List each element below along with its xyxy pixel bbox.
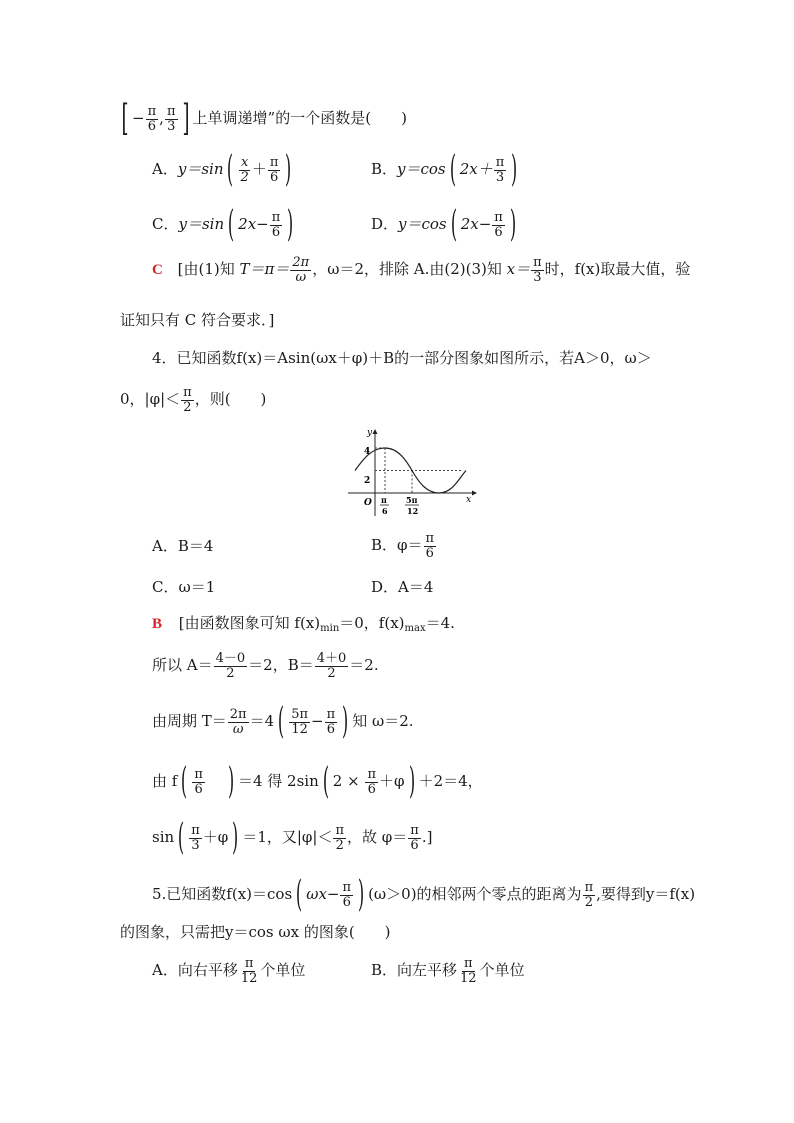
origin-label: O [364, 498, 372, 508]
q5-option-b: B．向左平移 $\frac{\pi}{12}$ 个单位 [371, 956, 525, 986]
q3-option-d: D．y＝cos ( 2x− $\frac{\pi}{6}$ ) [371, 204, 516, 245]
q4-option-c: C．ω＝1 [152, 578, 216, 596]
y-tick-2: 2 [364, 476, 371, 486]
q5-stem-line1: 5.已知函数f(x)＝cos ( ωx− $\frac{\pi}{6}$ ) (ω＞0)的相邻两个零点的距离为 $\frac{\pi}{2}$ ,要得到y＝f(x) [152, 874, 696, 915]
q3-answer: C [152, 262, 163, 279]
interval-line: [ − $\frac{\pi}{6}$ , $\frac{\pi}{3}$ ] 上单调递增”的一个函数是( ) [121, 98, 407, 139]
q5-option-a: A．向右平移 $\frac{\pi}{12}$ 个单位 [152, 956, 306, 986]
y-axis-label: y [367, 428, 373, 438]
q4-stem-line1: 4．已知函数f(x)＝Asin(ωx＋φ)＋B的一部分图象如图所示，若A＞0，ω＞ [152, 349, 652, 367]
q3-option-b: B．y＝cos ( 2x＋ $\frac{\pi}{3}$ ) [371, 149, 518, 190]
q4-solution-line4: 由 f ( $\frac{\pi}{6}$ ) ＝4 得 2sin ( 2 × $\frac{\pi}{6}$ ＋φ ) ＋2＝4， [152, 761, 483, 802]
x-tick-pi6-num: π [381, 495, 387, 505]
q4-solution-line1: B [由函数图象可知 $f(x)_{min}=0$，$f(x)_{max}=4$. [152, 614, 455, 634]
q4-answer: B [152, 616, 163, 632]
q3-option-c: C．y＝sin ( 2x− $\frac{\pi}{6}$ ) [152, 204, 294, 245]
y-axis-arrow [373, 429, 378, 434]
x-tick-5pi12-den: 12 [407, 506, 419, 516]
x-axis-arrow [472, 491, 477, 496]
q3-option-a: A．y＝sin ( $\frac{x}{2}$ ＋ $\frac{\pi}{6}$ ) [152, 149, 292, 190]
sine-curve [355, 448, 466, 493]
q4-solution-line3: 由周期 T＝ $\frac{2\pi}{\omega}$ ＝4 ( $\frac{5\pi}{12}$ − $\frac{\pi}{6}$ ) 知 ω＝2. [152, 701, 414, 742]
x-axis-label: x [466, 495, 472, 505]
q3-solution-line2: 证知只有 C 符合要求．] [120, 311, 275, 329]
q4-solution-line5: sin ( $\frac{\pi}{3}$ ＋φ ) ＝1，又|φ|＜ $\frac{\pi}{2}$ ，故 φ＝ $\frac{\pi}{6}$ .] [152, 817, 433, 858]
q4-solution-line2: 所以 A＝ $\frac{4-0}{2}$ ＝2，B＝ $\frac{4+0}{2}$ ＝2. [152, 651, 379, 681]
x-tick-5pi12-num: 5π [406, 495, 418, 505]
x-tick-pi6-den: 6 [382, 506, 388, 516]
interval-line-text: 上单调递增”的一个函数是( ) [192, 109, 407, 127]
q4-option-d: D．A＝4 [371, 578, 434, 596]
q4-stem-line2: 0，|φ|＜ $\frac{\pi}{2}$ ，则( ) [120, 385, 267, 415]
q4-sine-graph [340, 424, 480, 519]
q3-solution-line1: C [由(1)知 T＝π＝ $\frac{2\pi}{\omega}$ ，ω＝2，排除 A.由(2)(3)知 x＝ $\frac{\pi}{3}$ 时，f(x)取最大值，验 [152, 255, 691, 285]
q4-option-a: A．B＝4 [152, 537, 214, 555]
q4-option-b: B．φ＝ $\frac{\pi}{6}$ [371, 531, 435, 561]
y-tick-4: 4 [364, 447, 371, 457]
q5-stem-line2: 的图象，只需把y＝cos ωx 的图象( ) [120, 923, 391, 941]
